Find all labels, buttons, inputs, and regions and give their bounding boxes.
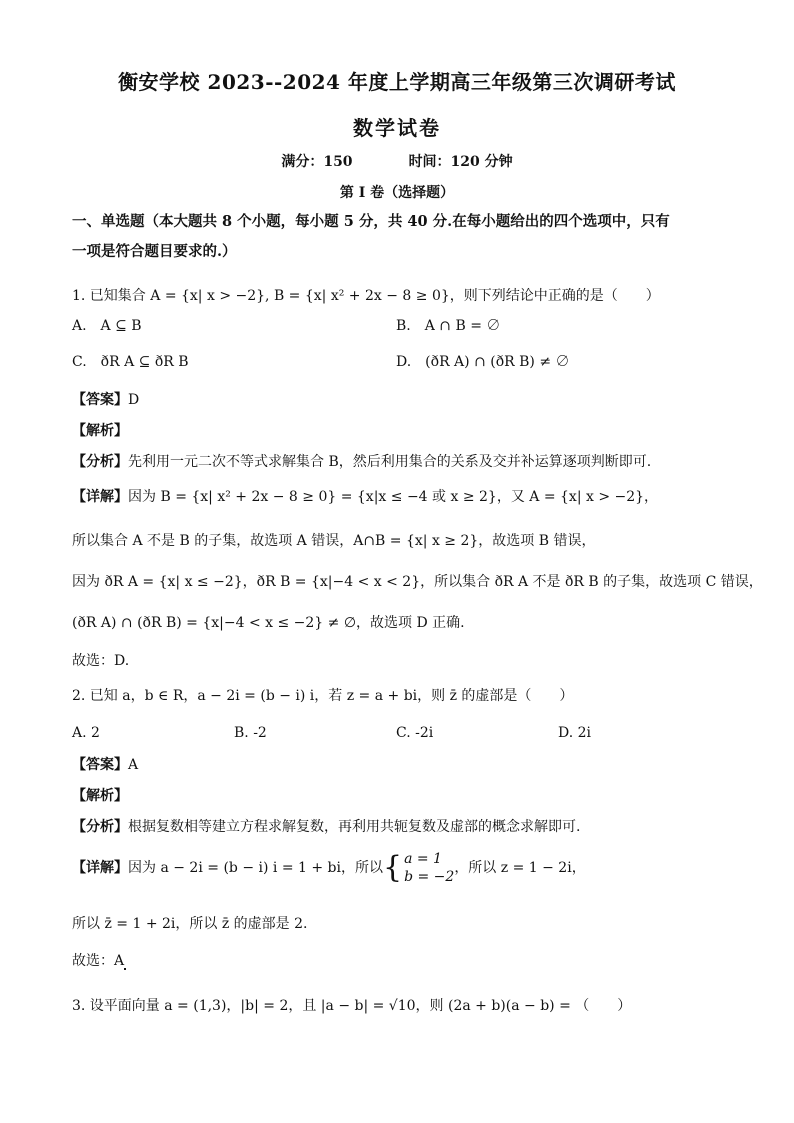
q2-xiangjie-line2: 所以 z̄ = 1 + 2i，所以 z̄ 的虚部是 2.: [72, 916, 308, 932]
q2-xiangjie-line1: [72, 846, 752, 890]
q2-option-a: A. 2: [72, 725, 100, 741]
answer-tag: 【答案】: [72, 757, 128, 773]
q1-xiangjie-line1: [72, 487, 752, 507]
q1-conclusion: 故选：D.: [72, 653, 130, 669]
exam-title: 衡安学校 2023--2024 年度上学期高三年级第三次调研考试: [118, 70, 676, 94]
q2-fenxi-line: [72, 817, 752, 837]
q2-xiangjie-post: ，所以 z = 1 − 2i，: [454, 860, 586, 876]
q1-stem: 1. 已知集合 A = {x| x > −2}, B = {x| x² + 2x − 8 ≥ 0}，则下列结论中正确的是（ ）: [72, 288, 660, 304]
q1-answer: D: [128, 392, 140, 408]
q2-analysis-tag: [72, 786, 752, 806]
q1-option-c: C. ðR A ⊆ ðR B: [72, 354, 189, 370]
xiangjie-tag: 【详解】: [72, 860, 128, 876]
stray-dot: [124, 968, 126, 970]
section-heading-line2: 一项是符合题目要求的.）: [72, 243, 237, 260]
q1-fenxi-line: [72, 452, 752, 472]
q1-xiangjie-line3: 因为 ðR A = {x| x ≤ −2}，ðR B = {x|−4 < x < 2}，所以集合 ðR A 不是 ðR B 的子集，故选项 C 错误，: [72, 574, 763, 590]
q2-conclusion: 故选：A: [72, 953, 125, 969]
time-info: 时间：120 分钟: [408, 154, 513, 170]
exam-meta: [0, 151, 794, 171]
q2-fenxi: 根据复数相等建立方程求解复数，再利用共轭复数及虚部的概念求解即可.: [128, 819, 581, 835]
xiangjie-tag: 【详解】: [72, 489, 128, 505]
q2-xiangjie-pre: 因为 a − 2i = (b − i) i = 1 + bi，所以: [128, 860, 383, 876]
equation-1: a = 1: [404, 851, 442, 867]
q1-xiangjie-line2: 所以集合 A 不是 B 的子集，故选项 A 错误，A∩B = {x| x ≥ 2}，故选项 B 错误，: [72, 533, 596, 549]
q1-answer-line: [72, 390, 752, 410]
exam-subtitle: 数学试卷: [353, 116, 441, 140]
equation-system: [404, 850, 454, 886]
part-heading: 第 I 卷（选择题）: [339, 185, 455, 201]
q3-stem: 3. 设平面向量 a = (1,3)，|b| = 2，且 |a − b| = √10，则 (2a + b)(a − b) = （ ）: [72, 998, 632, 1014]
q1-option-d: D. (ðR A) ∩ (ðR B) ≠ ∅: [396, 354, 570, 370]
q1-option-a: A. A ⊆ B: [72, 318, 142, 334]
analysis-tag: 【解析】: [72, 423, 128, 439]
analysis-tag: 【解析】: [72, 788, 128, 804]
answer-tag: 【答案】: [72, 392, 128, 408]
section-heading-line1: 一、单选题（本大题共 8 个小题，每小题 5 分，共 40 分.在每小题给出的四个选项中，只有: [72, 213, 670, 230]
equation-system-brace: {: [382, 850, 403, 885]
fenxi-tag: 【分析】: [72, 454, 128, 470]
q1-option-b: B. A ∩ B = ∅: [396, 318, 501, 334]
q2-option-d: D. 2i: [558, 725, 592, 741]
q2-stem: 2. 已知 a，b ∈ R，a − 2i = (b − i) i，若 z = a + bi，则 z̄ 的虚部是（ ）: [72, 688, 574, 704]
equation-2: b = −2: [404, 869, 455, 885]
q1-fenxi: 先利用一元二次不等式求解集合 B，然后利用集合的关系及交并补运算逐项判断即可.: [128, 454, 652, 470]
q2-answer-line: [72, 755, 752, 775]
fenxi-tag: 【分析】: [72, 819, 128, 835]
q1-xiangjie-line4: (ðR A) ∩ (ðR B) = {x|−4 < x ≤ −2} ≠ ∅，故选项 D 正确.: [72, 615, 465, 631]
score-info: 满分：150: [281, 154, 353, 170]
q2-answer: A: [128, 757, 139, 773]
q1-xiangjie1: 因为 B = {x| x² + 2x − 8 ≥ 0} = {x|x ≤ −4 或 x ≥ 2}，又 A = {x| x > −2}，: [128, 489, 659, 505]
q1-analysis-tag: [72, 421, 752, 441]
q2-option-c: C. -2i: [396, 725, 434, 741]
q2-option-b: B. -2: [234, 725, 267, 741]
